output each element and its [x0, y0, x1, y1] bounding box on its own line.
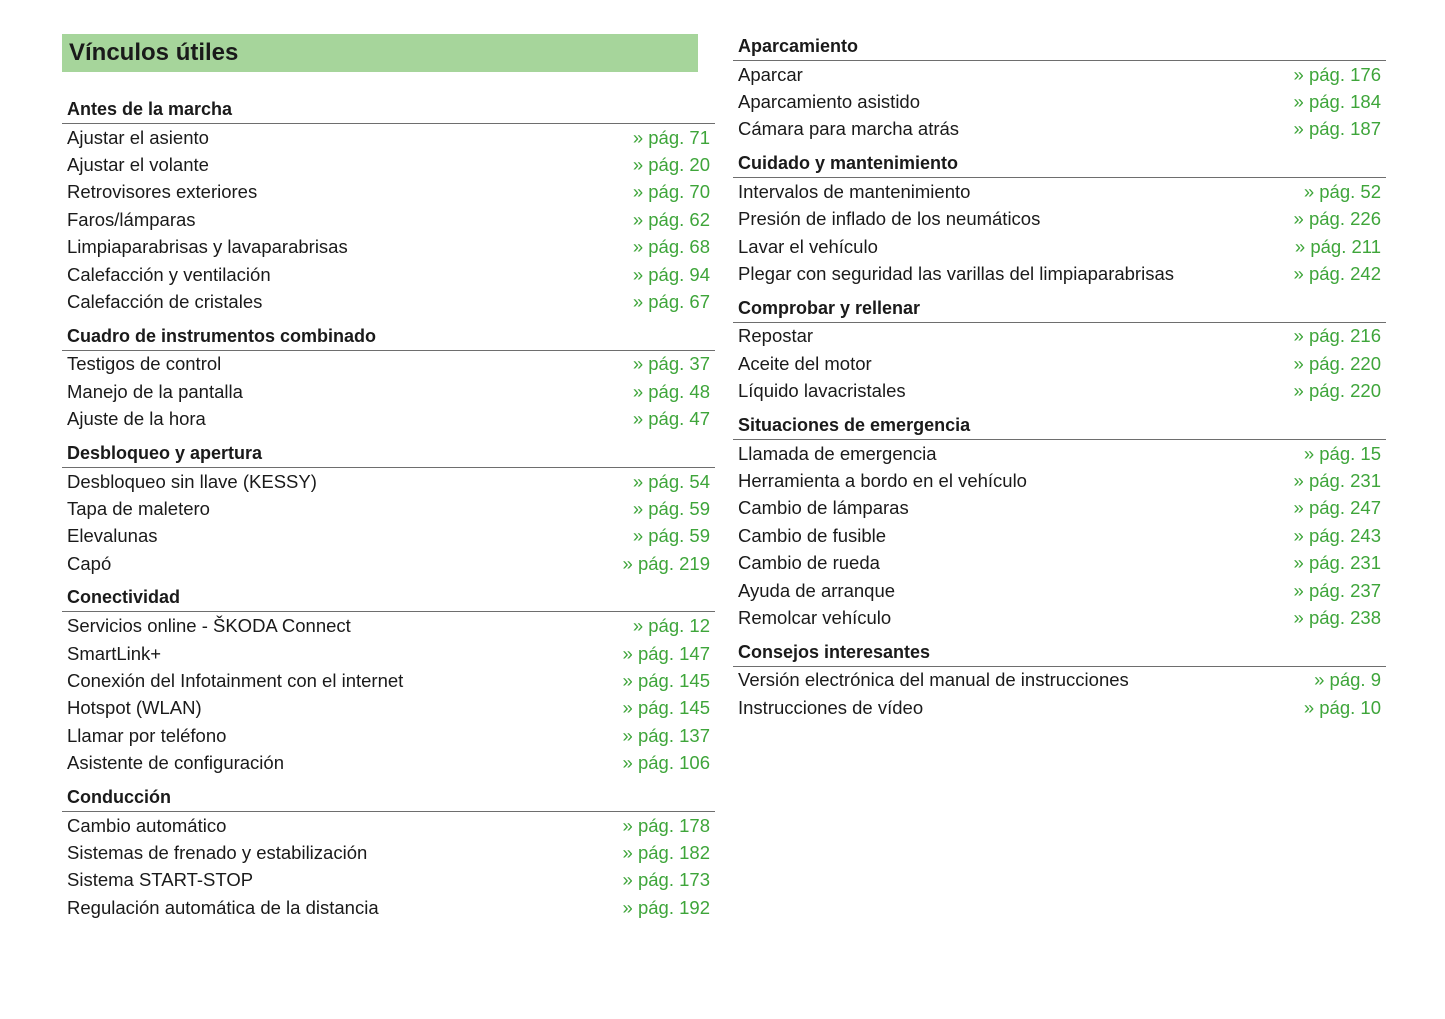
link-row[interactable] [62, 550, 715, 577]
link-label: Herramienta a bordo en el vehículo [738, 469, 1027, 491]
link-row[interactable] [733, 116, 1386, 143]
page-reference-link[interactable]: » pág. 242 [1293, 263, 1381, 285]
link-label: Líquido lavacristales [738, 380, 906, 402]
page-reference-link[interactable]: » pág. 20 [632, 154, 710, 176]
link-row[interactable] [733, 522, 1386, 549]
page-reference-link[interactable]: » pág. 176 [1293, 63, 1381, 85]
page-reference-link[interactable]: » pág. 145 [622, 697, 710, 719]
link-label: Aparcar [738, 63, 803, 85]
link-label: Aparcamiento asistido [738, 91, 921, 113]
link-row[interactable] [733, 350, 1386, 377]
page-reference-link[interactable]: » pág. 37 [632, 353, 710, 375]
link-row[interactable] [62, 523, 715, 550]
link-label: SmartLink+ [67, 642, 162, 664]
link-label: Asistente de configuración [67, 752, 284, 774]
section-title: Comprobar y rellenar [733, 297, 1386, 323]
page-reference-link[interactable]: » pág. 10 [1303, 696, 1381, 718]
link-row[interactable] [733, 604, 1386, 631]
link-label: Ajustar el asiento [67, 126, 209, 148]
link-label: Llamar por teléfono [67, 724, 227, 746]
page-reference-link[interactable]: » pág. 238 [1293, 606, 1381, 628]
section [62, 98, 715, 316]
section-title: Cuadro de instrumentos combinado [62, 325, 715, 351]
link-label: Versión electrónica del manual de instrucciones [738, 669, 1129, 691]
page-reference-link[interactable]: » pág. 59 [632, 525, 710, 547]
link-label: Servicios online - ŠKODA Connect [67, 615, 351, 637]
page-reference-link[interactable]: » pág. 192 [622, 896, 710, 918]
link-row[interactable] [62, 640, 715, 667]
link-label: Remolcar vehículo [738, 606, 892, 628]
link-row[interactable] [62, 812, 715, 839]
link-row[interactable] [62, 612, 715, 639]
page-reference-link[interactable]: » pág. 47 [632, 408, 710, 430]
link-label: Tapa de maletero [67, 497, 210, 519]
link-label: Llamada de emergencia [738, 442, 937, 464]
link-label: Aceite del motor [738, 352, 872, 374]
page-reference-link[interactable]: » pág. 12 [632, 615, 710, 637]
section-title: Conectividad [62, 586, 715, 612]
page-reference-link[interactable]: » pág. 48 [632, 380, 710, 402]
link-label: Faros/lámparas [67, 208, 196, 230]
link-row[interactable] [62, 406, 715, 433]
link-row[interactable] [733, 667, 1386, 694]
link-row[interactable] [733, 440, 1386, 467]
section-title: Consejos interesantes [733, 641, 1386, 667]
link-row[interactable] [62, 288, 715, 315]
link-row[interactable] [62, 839, 715, 866]
link-row[interactable] [733, 577, 1386, 604]
link-label: Capó [67, 552, 112, 574]
link-row[interactable] [733, 88, 1386, 115]
page-title-banner [62, 34, 698, 72]
page-reference-link[interactable]: » pág. 71 [632, 126, 710, 148]
section-title: Situaciones de emergencia [733, 414, 1386, 440]
link-row[interactable] [62, 124, 715, 151]
section-title: Cuidado y mantenimiento [733, 152, 1386, 178]
page-reference-link[interactable]: » pág. 247 [1293, 497, 1381, 519]
link-label: Cambio de fusible [738, 524, 887, 546]
link-label: Manejo de la pantalla [67, 380, 243, 402]
link-label: Elevalunas [67, 525, 158, 547]
right-column [733, 35, 1386, 730]
page-reference-link[interactable]: » pág. 52 [1303, 180, 1381, 202]
link-row[interactable] [62, 695, 715, 722]
link-row[interactable] [62, 179, 715, 206]
page-reference-link[interactable]: » pág. 68 [632, 236, 710, 258]
link-label: Calefacción de cristales [67, 291, 263, 313]
page-reference-link[interactable]: » pág. 216 [1293, 325, 1381, 347]
link-label: Intervalos de mantenimiento [738, 180, 971, 202]
section [733, 414, 1386, 632]
section [733, 152, 1386, 288]
page-reference-link[interactable]: » pág. 182 [622, 841, 710, 863]
page-reference-link[interactable]: » pág. 67 [632, 291, 710, 313]
left-column [62, 98, 715, 930]
link-row[interactable] [733, 206, 1386, 233]
link-row[interactable] [733, 233, 1386, 260]
link-label: Cambio de rueda [738, 552, 880, 574]
link-row[interactable] [62, 722, 715, 749]
link-row[interactable] [733, 260, 1386, 287]
link-row[interactable] [733, 495, 1386, 522]
link-label: Instrucciones de vídeo [738, 696, 924, 718]
section-title: Conducción [62, 786, 715, 812]
link-label: Ajuste de la hora [67, 408, 206, 430]
page-title: Vínculos útiles [69, 39, 239, 66]
link-row[interactable] [733, 467, 1386, 494]
page-reference-link[interactable]: » pág. 178 [622, 814, 710, 836]
link-label: Desbloqueo sin llave (KESSY) [67, 470, 317, 492]
link-row[interactable] [733, 549, 1386, 576]
link-row[interactable] [733, 323, 1386, 350]
link-row[interactable] [62, 867, 715, 894]
link-label: Sistemas de frenado y estabilización [67, 841, 368, 863]
page-reference-link[interactable]: » pág. 62 [632, 208, 710, 230]
link-label: Hotspot (WLAN) [67, 697, 202, 719]
link-label: Regulación automática de la distancia [67, 896, 379, 918]
link-row[interactable] [733, 378, 1386, 405]
page-reference-link[interactable]: » pág. 211 [1294, 235, 1381, 257]
section-title: Desbloqueo y apertura [62, 442, 715, 468]
page-reference-link[interactable]: » pág. 54 [632, 470, 710, 492]
page-reference-link[interactable]: » pág. 106 [622, 752, 710, 774]
section-title: Antes de la marcha [62, 98, 715, 124]
section-title: Aparcamiento [733, 35, 1386, 61]
page-reference-link[interactable]: » pág. 220 [1293, 380, 1381, 402]
link-label: Retrovisores exteriores [67, 181, 258, 203]
link-row[interactable] [733, 61, 1386, 88]
link-row[interactable] [62, 749, 715, 776]
link-row[interactable] [62, 495, 715, 522]
link-row[interactable] [62, 667, 715, 694]
page-reference-link[interactable]: » pág. 184 [1293, 91, 1381, 113]
link-row[interactable] [62, 468, 715, 495]
link-row[interactable] [62, 261, 715, 288]
section [62, 442, 715, 578]
link-label: Presión de inflado de los neumáticos [738, 208, 1041, 230]
page-reference-link[interactable]: » pág. 173 [622, 869, 710, 891]
link-row[interactable] [733, 178, 1386, 205]
link-label: Cámara para marcha atrás [738, 118, 960, 140]
page-reference-link[interactable]: » pág. 237 [1293, 579, 1381, 601]
page-reference-link[interactable]: » pág. 145 [622, 669, 710, 691]
link-label: Ayuda de arranque [738, 579, 896, 601]
page-reference-link[interactable]: » pág. 94 [632, 263, 710, 285]
link-row[interactable] [62, 234, 715, 261]
section [733, 641, 1386, 722]
link-row[interactable] [62, 151, 715, 178]
link-row[interactable] [62, 351, 715, 378]
page-reference-link[interactable]: » pág. 231 [1293, 469, 1381, 491]
link-row[interactable] [62, 206, 715, 233]
page-reference-link[interactable]: » pág. 137 [622, 724, 710, 746]
page-reference-link[interactable]: » pág. 15 [1303, 442, 1381, 464]
page-reference-link[interactable]: » pág. 59 [632, 497, 710, 519]
section [62, 325, 715, 433]
link-label: Limpiaparabrisas y lavaparabrisas [67, 236, 348, 258]
link-label: Lavar el vehículo [738, 235, 878, 257]
page-reference-link[interactable]: » pág. 70 [632, 181, 710, 203]
link-label: Testigos de control [67, 353, 222, 375]
page-reference-link[interactable]: » pág. 147 [622, 642, 710, 664]
page-reference-link[interactable]: » pág. 9 [1314, 669, 1381, 691]
link-label: Sistema START-STOP [67, 869, 254, 891]
link-label: Ajustar el volante [67, 154, 209, 176]
link-label: Plegar con seguridad las varillas del limpiaparabrisas [738, 263, 1174, 285]
page-reference-link[interactable]: » pág. 243 [1293, 524, 1381, 546]
section [733, 297, 1386, 405]
page-reference-link[interactable]: » pág. 219 [622, 552, 710, 574]
link-label: Cambio de lámparas [738, 497, 909, 519]
section [733, 35, 1386, 143]
link-row[interactable] [62, 894, 715, 921]
link-label: Cambio automático [67, 814, 227, 836]
section [62, 786, 715, 922]
page-reference-link[interactable]: » pág. 187 [1293, 118, 1381, 140]
link-label: Conexión del Infotainment con el internet [67, 669, 404, 691]
page-reference-link[interactable]: » pág. 220 [1293, 352, 1381, 374]
link-row[interactable] [62, 378, 715, 405]
link-label: Calefacción y ventilación [67, 263, 271, 285]
page-reference-link[interactable]: » pág. 231 [1293, 552, 1381, 574]
link-row[interactable] [733, 694, 1386, 721]
link-label: Repostar [738, 325, 814, 347]
page-reference-link[interactable]: » pág. 226 [1293, 208, 1381, 230]
section [62, 586, 715, 776]
